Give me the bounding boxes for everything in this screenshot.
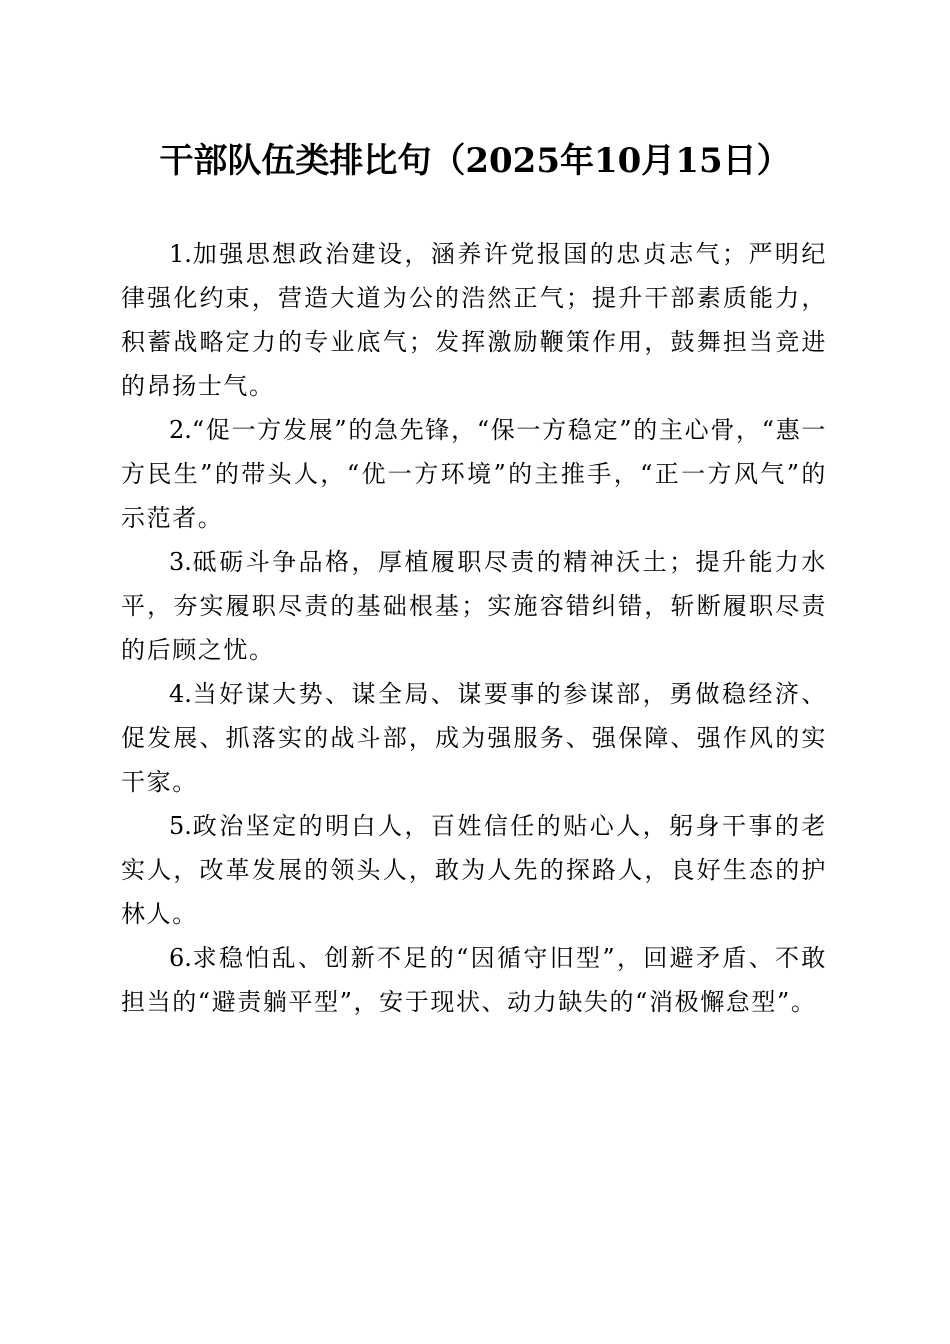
document-body: [121, 232, 827, 1024]
paragraph-5: [121, 804, 827, 936]
paragraph-text: “促一方发展”的急先锋，“保一方稳定”的主心骨，“惠一方民生”的带头人，“优一方环境”的主推手，“正一方风气”的示范者。: [121, 416, 827, 532]
paragraph-text: 加强思想政治建设，涵养许党报国的忠贞志气；严明纪律强化约束，营造大道为公的浩然正气；提升干部素质能力，积蓄战略定力的专业底气；发挥激励鞭策作用，鼓舞担当竞进的昂扬士气。: [121, 240, 827, 400]
paragraph-3: [121, 540, 827, 672]
paragraph-text: 砥砺斗争品格，厚植履职尽责的精神沃土；提升能力水平，夯实履职尽责的基础根基；实施容错纠错，斩断履职尽责的后顾之忧。: [121, 548, 827, 664]
paragraph-2: [121, 408, 827, 540]
paragraph-number: 5.: [169, 812, 192, 840]
paragraph-text: 求稳怕乱、创新不足的“因循守旧型”，回避矛盾、不敢担当的“避责躺平型”，安于现状、动力缺失的“消极懈怠型”。: [121, 944, 827, 1016]
document-title: 干部队伍类排比句（2025年10月15日）: [159, 141, 791, 181]
paragraph-6: [121, 936, 827, 1024]
paragraph-number: 2.: [169, 416, 192, 444]
paragraph-number: 6.: [169, 944, 192, 972]
paragraph-number: 4.: [169, 680, 192, 708]
paragraph-text: 当好谋大势、谋全局、谋要事的参谋部，勇做稳经济、促发展、抓落实的战斗部，成为强服务、强保障、强作风的实干家。: [121, 680, 827, 796]
paragraph-4: [121, 672, 827, 804]
paragraph-1: [121, 232, 827, 408]
paragraph-number: 3.: [169, 548, 192, 576]
paragraph-number: 1.: [169, 240, 192, 268]
paragraph-text: 政治坚定的明白人，百姓信任的贴心人，躬身干事的老实人，改革发展的领头人，敢为人先的探路人，良好生态的护林人。: [121, 812, 827, 928]
